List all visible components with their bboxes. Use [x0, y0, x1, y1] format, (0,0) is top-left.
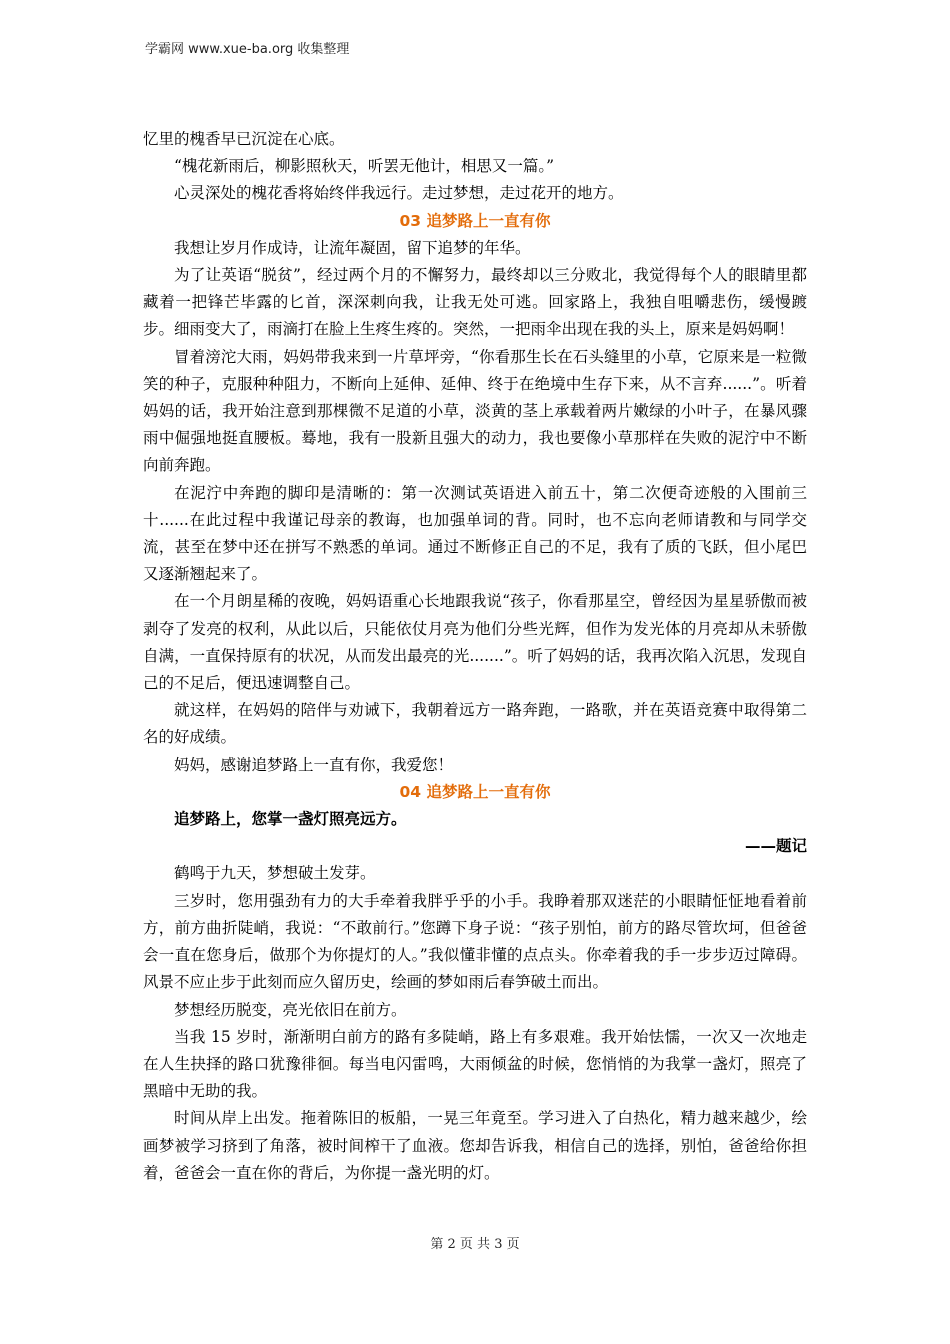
section-heading: 03 追梦路上一直有你: [399, 211, 551, 230]
paragraph: 妈妈，感谢追梦路上一直有你，我爱您！: [174, 755, 454, 774]
page-footer: 第 2 页 共 3 页: [430, 1237, 520, 1252]
document-body: [143, 126, 807, 1187]
paragraph: 在泥泞中奔跑的脚印是清晰的：第一次测试英语进入前五十，第二次便奇迹般的入围前三十......在此过程中我谨记母亲的教诲，也加强单词的背。同时，也不忘向老师请教和与同学交流，甚至在梦中还在拼写不熟悉的单词。通过不断修正自己的不足，我有了质的飞跃，但小尾巴又逐渐翘起来了。: [143, 483, 807, 584]
paragraph: 鹤鸣于九天，梦想破土发芽。: [174, 864, 376, 883]
paragraph: 时间从岸上出发。拖着陈旧的板船，一晃三年竟至。学习进入了白热化，精力越来越少，绘画梦被学习挤到了角落，被时间榨干了血液。您却告诉我，相信自己的选择，别怕，爸爸给你担着，爸爸会一直在你的背后，为你提一盏光明的灯。: [143, 1109, 807, 1182]
paragraph: 冒着滂沱大雨，妈妈带我来到一片草坪旁，“你看那生长在石头缝里的小草，它原来是一粒微笑的种子，克服种种阻力，不断向上延伸、延伸、终于在绝境中生存下来，从不言弃......”。听着妈妈的话，我开始注意到那棵微不足道的小草，淡黄的茎上承载着两片嫩绿的小叶子，在暴风骤雨中倔强地挺直腰板。蓦地，我有一股新且强大的动力，我也要像小草那样在失败的泥泞中不断向前奔跑。: [143, 347, 807, 475]
paragraph: 三岁时，您用强劲有力的大手牵着我胖乎乎的小手。我睁着那双迷茫的小眼睛怔怔地看着前方，前方曲折陡峭，我说：“不敢前行。”您蹲下身子说：“孩子别怕，前方的路尽管坎坷，但爸爸会一直在您身后，做那个为你提灯的人。”我似懂非懂的点点头。你牵着我的手一步步迈过障碍。风景不应止步于此刻而应久留历史，绘画的梦如雨后春笋破土而出。: [143, 891, 807, 992]
paragraph: 我想让岁月作成诗，让流年凝固，留下追梦的年华。: [174, 238, 531, 257]
paragraph: 忆里的槐香早已沉淀在心底。: [143, 130, 345, 148]
paragraph: “槐花新雨后，柳影照秋天，听罢无他计，相思又一篇。”: [174, 157, 555, 176]
paragraph: 为了让英语“脱贫”，经过两个月的不懈努力，最终却以三分败北，我觉得每个人的眼睛里都藏着一把锋芒毕露的匕首，深深刺向我，让我无处可逃。回家路上，我独自咀嚼悲伤，缓慢踱步。细雨变大了，雨滴打在脸上生疼生疼的。突然，一把雨伞出现在我的头上，原来是妈妈啊！: [143, 266, 807, 339]
epigraph: 追梦路上，您掌一盏灯照亮远方。: [174, 810, 407, 829]
paragraph: 梦想经历脱变，亮光依旧在前方。: [174, 1000, 407, 1019]
epigraph-attribution: ——题记: [744, 837, 807, 856]
paragraph: 在一个月朗星稀的夜晚，妈妈语重心长地跟我说“孩子，你看那星空，曾经因为星星骄傲而被剥夺了发亮的权利，从此以后，只能依仗月亮为他们分些光辉，但作为发光体的月亮却从未骄傲自满，一直保持原有的状况，从而发出最亮的光.......”。听了妈妈的话，我再次陷入沉思，发现自己的不足后，便迅速调整自己。: [143, 592, 807, 693]
section-heading: 04 追梦路上一直有你: [399, 782, 551, 801]
paragraph: 就这样，在妈妈的陪伴与劝诫下，我朝着远方一路奔跑，一路歌，并在英语竞赛中取得第二名的好成绩。: [143, 701, 807, 747]
paragraph: 当我 15 岁时，渐渐明白前方的路有多陡峭，路上有多艰难。我开始怯懦，一次又一次地走在人生抉择的路口犹豫徘徊。每当电闪雷鸣，大雨倾盆的时候，您悄悄的为我掌一盏灯，照亮了黑暗中无助的我。: [143, 1027, 807, 1101]
page-header: 学霸网 www.xue-ba.org 收集整理: [145, 42, 350, 57]
paragraph: 心灵深处的槐花香将始终伴我远行。走过梦想，走过花开的地方。: [174, 184, 624, 203]
